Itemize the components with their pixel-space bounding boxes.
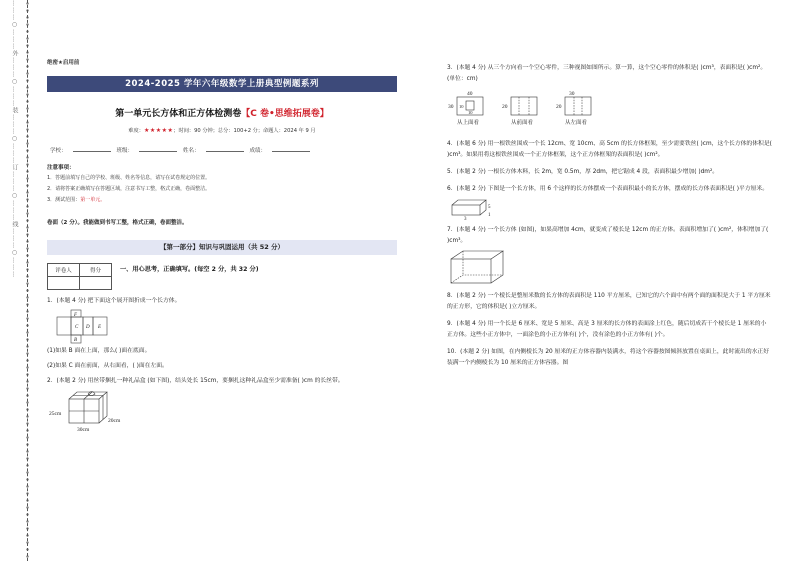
notice-item-3-prefix: 3．测试范围： — [47, 197, 81, 203]
net-label-e: E — [98, 325, 102, 330]
question-9: 9．(本题 4 分) 用一个长是 6 厘米、宽是 5 厘米、高是 3 厘米的长方体的表面涂上红色，随后切成若干个棱长是 1 厘米的小正方体。这些小正方体中，一面涂色的小正方体有( )个，没有涂色的小正方体有( )个。 — [447, 321, 767, 338]
top-view-label: 从上面看 — [457, 120, 480, 126]
view-dim-40: 40 — [467, 91, 473, 97]
exam-title-tag: 【C 卷•思维拓展卷】 — [241, 109, 329, 119]
question-2: 2．(本题 2 分) 用丝带捆扎一种礼品盒 (如下图)，结头处长 15cm，要捆扎这种礼品盒至少需准备( )cm 的长丝带。 — [47, 378, 344, 384]
net-face-left — [57, 317, 71, 335]
exam-meta — [47, 127, 397, 134]
notice-list — [47, 173, 397, 206]
binding-line — [27, 0, 28, 561]
left-view-outer — [565, 97, 591, 115]
question-4: 4．(本题 6 分) 用一根铁丝围成一个长 12cm、宽 10cm、高 5cm 的长方体框架，至少需要铁丝( )cm，这个长方体的体积是( )cm³。如果用将这根铁丝围成一个正方体框架，这个正方体框架的表面积是( )cm²。 — [447, 141, 772, 158]
net-label-f: F — [74, 313, 78, 318]
question-6: 6．(本题 2 分) 下图是一个长方体，用 6 个这样的长方体摆成一个表面积最小的长方体，摆成的长方体表面积是( )平方厘米。 — [447, 186, 769, 192]
net-label-d: D — [86, 325, 90, 330]
view-dim-30: 30 — [448, 104, 454, 110]
question-1: 1．(本题 4 分) 把下面这个展开图折成一个长方体。 — [47, 298, 181, 304]
prism-hidden-bottom — [451, 275, 503, 283]
secret-label: 绝密★启用前 — [47, 60, 80, 66]
cuboid-front — [452, 205, 480, 215]
question-8: 8．(本题 2 分) 一个棱长是整厘米数的长方体的表面积是 110 平方厘米，已知它的六个面中有两个面的面积是大于 1 平方厘米的正方形，它的体积是( )立方厘米。 — [447, 293, 771, 310]
paper-neatness-note: 卷面（2 分）。我能做到书写工整，格式正确，卷面整洁。 — [47, 220, 188, 226]
front-view-outer — [511, 97, 537, 115]
prism-side — [491, 251, 503, 283]
box-height-label: 25cm — [49, 411, 62, 417]
school-label: 学校： — [50, 148, 67, 154]
name-field[interactable] — [206, 146, 244, 152]
series-banner: 2024-2025 学年六年级数学上册典型例题系列 — [47, 76, 397, 92]
prism-front — [451, 259, 491, 283]
net-label-b: B — [74, 338, 78, 343]
box-width-label: 20cm — [108, 418, 121, 424]
view-dim-30b: 30 — [569, 91, 575, 97]
net-label-c: C — [75, 325, 79, 330]
score-label: 成绩： — [249, 148, 267, 154]
grader-cell[interactable] — [48, 277, 80, 290]
cuboid-dim-b: 5 — [488, 205, 491, 210]
cuboid-dim-a: 3 — [464, 217, 467, 221]
question-7: 7．(本题 4 分) 一个长方体 (如图)，如果高增加 4cm，就变成了棱长是 12cm 的正方体。表面积增加了( )cm²，体积增加了( )cm³。 — [447, 227, 769, 244]
binding-text: ………○………外………○………装………○………订………○………线………○……… — [11, 0, 18, 278]
view-dim-10a: 10 — [459, 104, 464, 109]
score-row — [47, 263, 397, 290]
gift-box-diagram — [47, 389, 137, 433]
view-dim-20a: 20 — [502, 104, 508, 110]
notice-item-1: 1．答题前填写自己的学校、班级、姓名等信息，请写在试卷规定的位置。 — [47, 175, 211, 181]
name-label: 姓名： — [183, 148, 200, 154]
part-1-title: 一、用心思考，正确填写。(每空 2 分，共 32 分) — [120, 266, 259, 273]
meta-prefix: 难度： — [128, 128, 144, 134]
grader-header: 评卷人 — [48, 264, 80, 277]
notice-item-3-scope: 第一单元。 — [80, 197, 106, 203]
class-label: 班级： — [116, 148, 134, 154]
class-field[interactable] — [139, 146, 177, 152]
question-10: 10．(本题 2 分) 如图，在内侧棱长为 20 厘米的正方体容器内装满水，将这个容器按图倾斜放置在桌面上，此时流出的水正好装满一个内侧棱长为 10 厘米的正方体容器。图 — [447, 349, 770, 366]
question-5: 5．(本题 2 分) 一根长方体木料，长 2m，宽 0.5m，厚 2dm，把它锯成 4 段，表面积最少增加( )dm²。 — [447, 169, 719, 175]
score-field[interactable] — [272, 146, 310, 152]
question-1b: (2)如果 C 面在前面，从右面看，( )面在左面。 — [47, 363, 168, 369]
binding-margin — [0, 0, 40, 561]
info-fields — [50, 146, 397, 154]
three-views-diagram — [447, 89, 617, 135]
school-field[interactable] — [73, 146, 111, 152]
view-dim-20b: 20 — [556, 104, 562, 110]
cuboid-hidden-edges-diagram — [449, 249, 519, 287]
left-column — [47, 58, 397, 433]
question-1a: (1)如果 B 面在上面，那么( )面在底面。 — [47, 348, 151, 354]
prism-top — [451, 251, 503, 259]
points-header: 得分 — [80, 264, 112, 277]
question-3: 3．(本题 4 分) 从三个方向看一个空心零件，三种视图如图所示。算一算，这个空心零件的体积是( )cm³，表面积是( )cm²。(单位：cm) — [447, 65, 767, 82]
view-dim-10b: 10 — [468, 110, 473, 115]
cuboid-dim-c: 1 — [488, 213, 491, 218]
small-cuboid-diagram — [450, 197, 500, 221]
notice-title: 注意事项： — [47, 165, 75, 171]
cuboid-top — [452, 200, 486, 205]
right-column — [447, 63, 772, 375]
left-view-label: 从左面看 — [565, 120, 588, 126]
notice-item-3 — [47, 195, 397, 206]
score-table — [47, 263, 112, 290]
points-cell[interactable] — [80, 277, 112, 290]
notice-item-2: 2．请将答案正确填写在答题区域，注意书写工整，格式正确，卷面整洁。 — [47, 186, 211, 192]
top-view-hole — [466, 101, 474, 110]
section-1-bar: 【第一部分】知识与巩固运用（共 52 分） — [47, 240, 397, 255]
difficulty-stars: ★★★★★ — [143, 127, 174, 134]
exam-title-main: 第一单元长方体和正方体检测卷 — [115, 109, 242, 119]
exam-title — [47, 106, 397, 119]
meta-rest: ；时间：90 分钟；总分：100+2 分；命题人：2024 年 9 月 — [173, 128, 316, 134]
front-view-label: 从前面看 — [511, 120, 534, 126]
cuboid-net-diagram — [53, 308, 133, 346]
box-length-label: 30cm — [77, 427, 90, 433]
